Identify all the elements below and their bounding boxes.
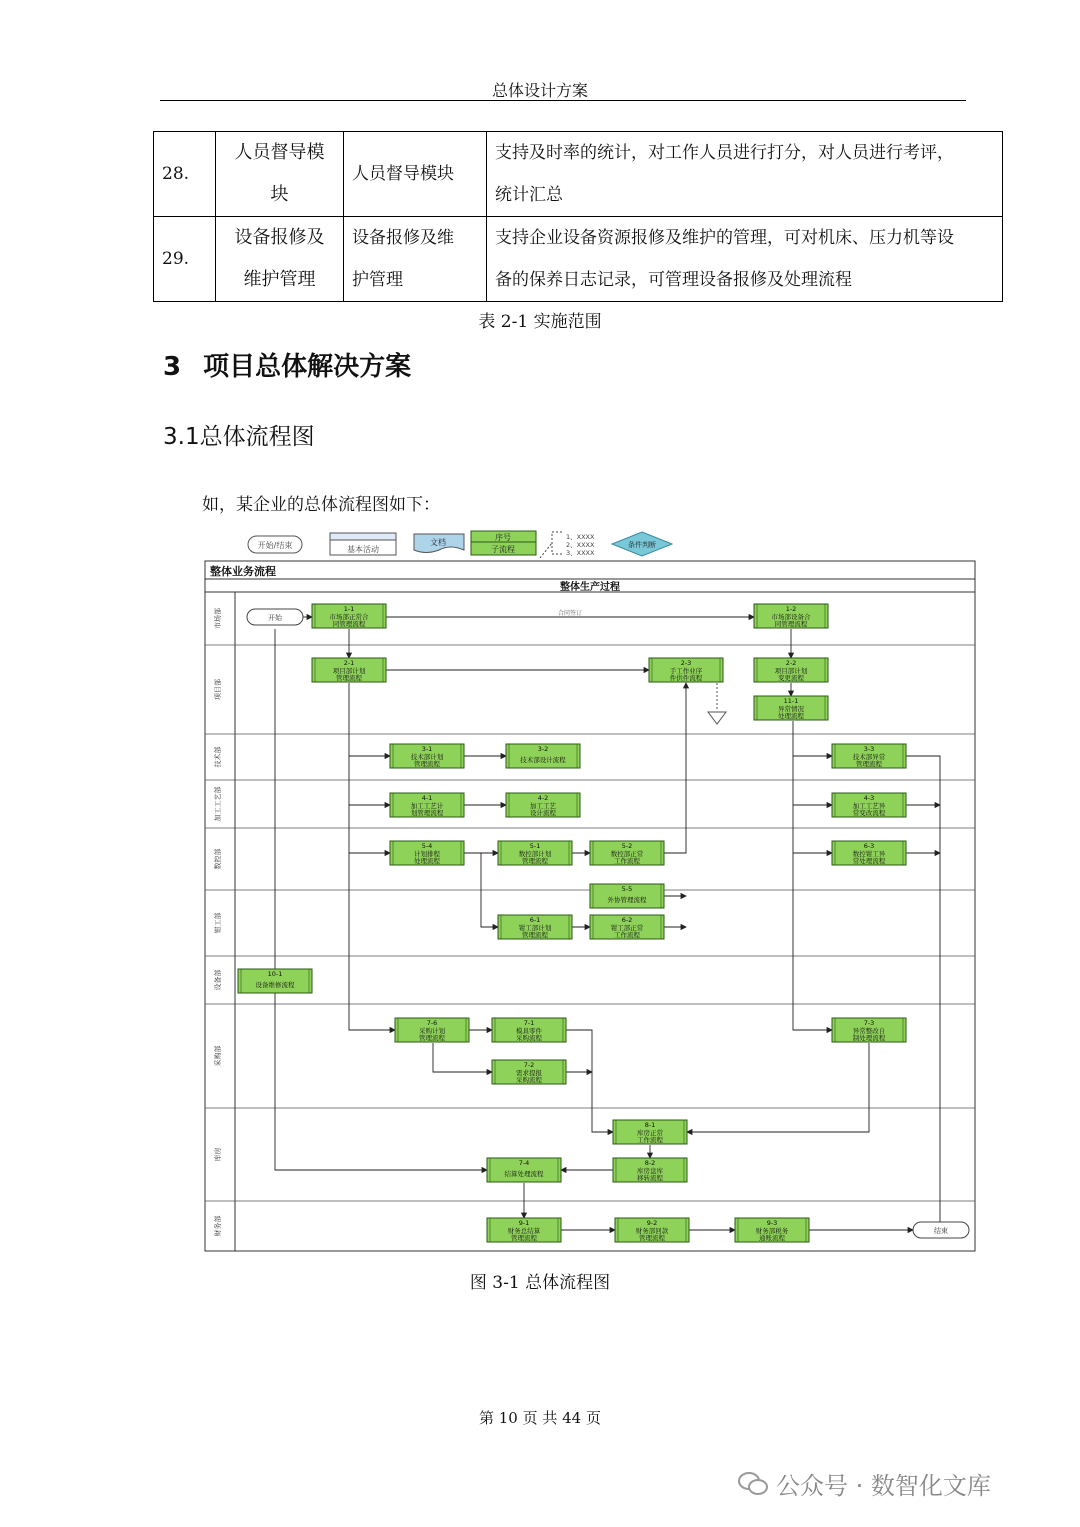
legend-annotation-line — [540, 543, 552, 558]
process-label: 加工工艺异 — [852, 802, 886, 810]
process-label: 计划排程 — [414, 850, 440, 858]
process-label: 变更流程 — [778, 674, 804, 682]
section-title: 项目总体解决方案 — [203, 352, 412, 382]
process-label: 结算处理流程 — [504, 1170, 544, 1178]
legend-annotation-bracket — [552, 532, 562, 554]
process-label: 采购流程 — [516, 1076, 542, 1084]
process-label: 异常整改自 — [852, 1027, 886, 1035]
process-label: 管理流程 — [856, 760, 882, 768]
lane-label: 加工工艺部 — [214, 786, 222, 822]
process-id: 2-1 — [343, 659, 355, 667]
page-header: 总体设计方案 — [491, 81, 588, 100]
process-id: 9-3 — [766, 1219, 778, 1227]
process-label: 技术部异常 — [852, 753, 886, 761]
process-label: 通账流程 — [759, 1234, 785, 1242]
function-name-line: 维护管理 — [243, 269, 316, 290]
process-label: 工作流程 — [637, 1136, 663, 1144]
process-id: 1-1 — [343, 605, 355, 613]
process-label: 外协管理流程 — [607, 896, 647, 904]
process-id: 7-6 — [426, 1019, 438, 1027]
process-label: 财务部税务 — [755, 1227, 789, 1235]
figure-caption: 图 3-1 总体流程图 — [469, 1273, 611, 1293]
watermark-text: 公众号 · 数智化文库 — [776, 1472, 991, 1500]
row-number: 28. — [154, 132, 216, 217]
process-label: 财务总结算 — [507, 1227, 541, 1235]
process-label: 管理流程 — [522, 857, 548, 865]
process-label: 采购计划 — [419, 1027, 445, 1035]
legend-terminator: 开始/结束 — [257, 541, 293, 550]
description-line: 支持企业设备资源报修及维护的管理，可对机床、压力机等设 — [495, 228, 954, 248]
process-id: 10-1 — [267, 970, 283, 978]
row-number: 29. — [154, 217, 216, 302]
lane-label: 采购部 — [214, 1045, 222, 1067]
description-line: 备的保养日志记录，可管理设备报修及处理流程 — [495, 270, 852, 290]
inner-title: 整体生产过程 — [560, 582, 620, 593]
process-label: 技术部设计流程 — [520, 756, 566, 764]
edge-label: 合同签订 — [557, 610, 583, 617]
process-label: 需求提报 — [516, 1069, 542, 1077]
process-label: 钳工部正常 — [610, 924, 644, 932]
description-line: 支持及时率的统计，对工作人员进行打分，对人员进行考评， — [495, 143, 954, 163]
process-label: 管理流程 — [522, 931, 548, 939]
process-label: 设备维修流程 — [255, 981, 295, 989]
process-label: 管理流程 — [639, 1234, 665, 1242]
description-line: 统计汇总 — [495, 185, 563, 205]
legend-subprocess: 子流程 — [491, 545, 515, 554]
legend-annotation-line-3: 3、XXXX — [566, 549, 595, 557]
subsection-heading: 3.1总体流程图 — [163, 424, 315, 450]
function-name — [216, 132, 344, 217]
process-label: 技术部计划 — [410, 753, 444, 761]
page-footer: 第 10 页 共 44 页 — [478, 1409, 601, 1427]
legend-subprocess-id: 序号 — [495, 533, 511, 542]
process-id: 2-2 — [785, 659, 797, 667]
legend-decision: 条件判断 — [628, 541, 656, 549]
process-id: 7-1 — [523, 1019, 535, 1027]
process-label: 常处理流程 — [852, 857, 886, 865]
process-label: 加工工艺计 — [410, 802, 444, 810]
process-label: 钳工部计划 — [518, 924, 552, 932]
legend-activity: 基本活动 — [347, 545, 379, 554]
intro-paragraph: 如，某企业的总体流程图如下： — [202, 495, 440, 515]
process-id: 3-1 — [421, 745, 433, 753]
process-label: 数控部计划 — [518, 850, 552, 858]
process-label: 件供件流程 — [669, 674, 703, 682]
description — [487, 132, 1003, 217]
process-label: 管理流程 — [419, 1034, 445, 1042]
process-id: 6-1 — [529, 916, 541, 924]
process-id: 5-1 — [529, 842, 541, 850]
process-label: 同管理流程 — [774, 620, 808, 628]
process-label: 数控部正常 — [610, 850, 644, 858]
process-id: 6-2 — [621, 916, 633, 924]
lane-label: 钳工部 — [214, 912, 222, 934]
end-label: 结束 — [934, 1227, 948, 1235]
lane-label: 库房 — [214, 1147, 222, 1162]
process-label: 采购流程 — [516, 1034, 542, 1042]
function-name — [216, 217, 344, 302]
process-label: 市场部设备合 — [771, 613, 811, 621]
process-id: 7-3 — [863, 1019, 875, 1027]
lane-label: 数控部 — [214, 848, 222, 870]
module-name-line: 设备报修及维 — [352, 228, 454, 248]
scope-table — [153, 131, 1003, 302]
function-name-line: 块 — [270, 184, 289, 205]
process-id: 4-3 — [863, 794, 875, 802]
table-caption: 表 2-1 实施范围 — [478, 312, 602, 332]
process-label: 加工工艺 — [530, 802, 556, 810]
process-label: 项目部计划 — [332, 667, 366, 675]
process-id: 9-1 — [518, 1219, 530, 1227]
process-id: 11-1 — [783, 697, 799, 705]
process-label: 数控钳工异 — [852, 850, 886, 858]
wechat-icon — [738, 1471, 768, 1497]
process-label: 同管理流程 — [332, 620, 366, 628]
legend-annotation-line-2: 2、XXXX — [566, 541, 595, 549]
legend — [248, 531, 672, 558]
table-row — [154, 217, 1003, 302]
process-id: 7-2 — [523, 1061, 535, 1069]
process-label: 模具零件 — [516, 1027, 542, 1035]
lane-label: 项目部 — [214, 679, 222, 700]
process-label: 处理流程 — [414, 857, 440, 865]
process-id: 5-5 — [621, 885, 633, 893]
process-label: 工作流程 — [614, 931, 640, 939]
description — [487, 217, 1003, 302]
lane-label: 技术部 — [214, 746, 222, 768]
process-label: 划管理流程 — [410, 809, 444, 817]
outer-title: 整体业务流程 — [210, 565, 276, 578]
process-id: 9-2 — [646, 1219, 658, 1227]
header-divider — [160, 100, 966, 101]
process-label: 工作流程 — [614, 857, 640, 865]
section-number: 3 — [163, 352, 182, 382]
process-label: 制处理流程 — [852, 1034, 886, 1042]
process-id: 4-2 — [537, 794, 549, 802]
process-id: 4-1 — [421, 794, 433, 802]
process-id: 3-3 — [863, 745, 875, 753]
process-id: 3-2 — [537, 745, 549, 753]
process-id: 7-4 — [518, 1159, 530, 1167]
function-name-line: 人员督导模 — [234, 142, 325, 163]
legend-document: 文档 — [430, 538, 446, 547]
process-label: 财务部回款 — [635, 1227, 669, 1235]
legend-annotation-line-1: 1、XXXX — [566, 533, 595, 541]
start-label: 开始 — [268, 614, 282, 622]
process-label: 常变改流程 — [852, 809, 886, 817]
legend-activity-header — [330, 533, 396, 540]
process-id: 1-2 — [785, 605, 797, 613]
section-heading — [163, 346, 411, 383]
flowchart-svg — [200, 528, 980, 1256]
process-label: 设计流程 — [530, 809, 556, 817]
process-label: 处理流程 — [778, 712, 804, 720]
process-label: 项目部计划 — [774, 667, 808, 675]
process-label: 移转流程 — [637, 1174, 663, 1182]
process-id: 8-1 — [644, 1121, 656, 1129]
lane-label: 财务部 — [214, 1215, 222, 1237]
table-row — [154, 132, 1003, 217]
module-name-line: 护管理 — [352, 270, 403, 290]
process-label: 库房正常 — [637, 1129, 663, 1137]
lane-label: 设备部 — [214, 969, 222, 991]
lane-label: 市场部 — [214, 608, 222, 629]
module-name — [344, 217, 487, 302]
function-name-line: 设备报修及 — [234, 227, 325, 248]
process-label: 管理流程 — [511, 1234, 537, 1242]
process-label: 市场部正常合 — [329, 613, 369, 621]
process-id: 5-4 — [421, 842, 433, 850]
process-label: 异常情况 — [778, 705, 804, 713]
flowchart-figure — [200, 528, 980, 1260]
process-label: 管理流程 — [336, 674, 362, 682]
module-name: 人员督导模块 — [344, 132, 487, 217]
process-id: 8-2 — [644, 1159, 656, 1167]
process-label: 库房盘库 — [637, 1167, 663, 1175]
process-id: 6-3 — [863, 842, 875, 850]
process-id: 2-3 — [680, 659, 692, 667]
process-label: 手工作业序 — [669, 667, 703, 675]
process-id: 5-2 — [621, 842, 633, 850]
watermark — [738, 1466, 991, 1501]
process-label: 管理流程 — [414, 760, 440, 768]
